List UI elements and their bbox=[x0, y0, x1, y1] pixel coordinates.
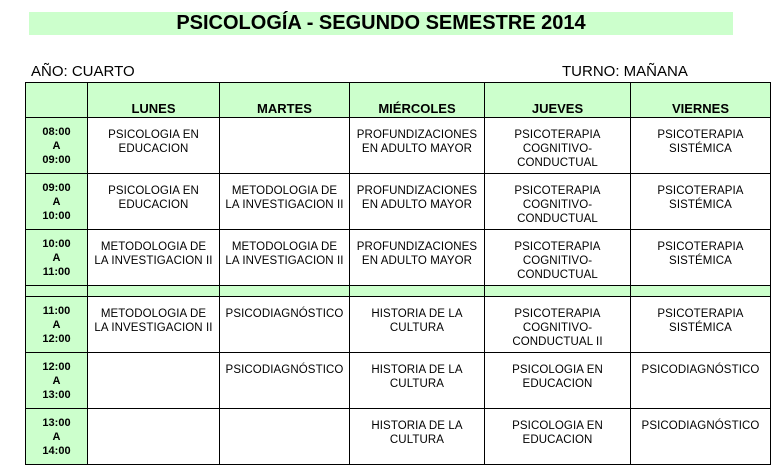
class-cell bbox=[220, 230, 350, 286]
class-line: PSICOTERAPIA bbox=[514, 185, 601, 197]
time-line: 14:00 bbox=[42, 444, 71, 457]
class-line: CULTURA bbox=[389, 434, 445, 446]
class-cell bbox=[220, 409, 350, 465]
class-line: PSICOTERAPIA bbox=[657, 185, 744, 197]
time-line: 11:00 bbox=[42, 304, 71, 317]
class-cell bbox=[350, 230, 485, 286]
time-line: 09:00 bbox=[42, 181, 71, 194]
class-cell bbox=[485, 409, 631, 465]
class-line: EN ADULTO MAYOR bbox=[361, 199, 473, 211]
class-line: COGNITIVO- bbox=[522, 143, 593, 155]
class-line: COGNITIVO- bbox=[522, 322, 593, 334]
class-cell bbox=[631, 297, 771, 353]
class-line: PSICODIAGNÓSTICO bbox=[225, 364, 344, 376]
schedule-row bbox=[26, 409, 771, 465]
day-header: MARTES bbox=[220, 83, 350, 118]
class-cell bbox=[485, 297, 631, 353]
time-slot bbox=[26, 174, 88, 230]
time-slot bbox=[26, 297, 88, 353]
class-cell bbox=[88, 118, 220, 174]
time-line: A bbox=[52, 251, 61, 264]
shift-label: TURNO: MAÑANA bbox=[562, 63, 688, 80]
class-cell bbox=[88, 409, 220, 465]
schedule-row bbox=[26, 174, 771, 230]
class-cell bbox=[88, 353, 220, 409]
time-line: 09:00 bbox=[42, 153, 71, 166]
class-line: PSICOTERAPIA bbox=[657, 129, 744, 141]
class-line: COGNITIVO- bbox=[522, 199, 593, 211]
class-line: CONDUCTUAL bbox=[517, 269, 598, 281]
class-line: METODOLOGIA DE bbox=[231, 185, 338, 197]
class-line: SISTÉMICA bbox=[669, 255, 732, 267]
class-line: PSICODIAGNÓSTICO bbox=[225, 308, 344, 320]
break-cell bbox=[220, 286, 350, 297]
class-line: SISTÉMICA bbox=[669, 322, 732, 334]
schedule-row bbox=[26, 353, 771, 409]
class-cell bbox=[220, 353, 350, 409]
class-line: PSICOTERAPIA bbox=[514, 308, 601, 320]
class-cell bbox=[631, 118, 771, 174]
break-cell bbox=[485, 286, 631, 297]
day-header: VIERNES bbox=[631, 83, 771, 118]
class-line: HISTORIA DE LA bbox=[371, 308, 463, 320]
class-line: METODOLOGIA DE bbox=[100, 308, 207, 320]
class-line: HISTORIA DE LA bbox=[371, 364, 463, 376]
class-line: LA INVESTIGACION II bbox=[225, 199, 344, 211]
class-line: PSICODIAGNÓSTICO bbox=[641, 420, 760, 432]
break-cell bbox=[350, 286, 485, 297]
class-line: EN ADULTO MAYOR bbox=[361, 143, 473, 155]
class-line: LA INVESTIGACION II bbox=[225, 255, 344, 267]
class-line: PROFUNDIZACIONES bbox=[356, 241, 478, 253]
time-slot bbox=[26, 230, 88, 286]
class-cell bbox=[350, 409, 485, 465]
class-line: PROFUNDIZACIONES bbox=[356, 185, 478, 197]
class-cell bbox=[220, 174, 350, 230]
schedule-table bbox=[25, 82, 771, 465]
class-line: COGNITIVO- bbox=[522, 255, 593, 267]
time-slot bbox=[26, 409, 88, 465]
schedule-row bbox=[26, 297, 771, 353]
class-cell bbox=[350, 118, 485, 174]
time-line: A bbox=[52, 430, 61, 443]
class-line: EDUCACION bbox=[118, 199, 189, 211]
class-line: EDUCACION bbox=[118, 143, 189, 155]
class-line: EDUCACION bbox=[522, 378, 593, 390]
class-cell bbox=[485, 230, 631, 286]
time-line: 13:00 bbox=[42, 388, 71, 401]
class-cell bbox=[485, 118, 631, 174]
schedule-row bbox=[26, 118, 771, 174]
class-cell bbox=[485, 353, 631, 409]
class-line: LA INVESTIGACION II bbox=[94, 322, 213, 334]
time-line: 10:00 bbox=[42, 237, 71, 250]
class-cell bbox=[631, 353, 771, 409]
time-line: A bbox=[52, 318, 61, 331]
time-line: A bbox=[52, 139, 61, 152]
class-line: CONDUCTUAL II bbox=[512, 336, 603, 348]
corner-cell bbox=[26, 83, 88, 118]
schedule-body bbox=[26, 118, 771, 465]
break-cell bbox=[88, 286, 220, 297]
class-cell bbox=[350, 297, 485, 353]
schedule-row bbox=[26, 230, 771, 286]
class-line: PSICOLOGIA EN bbox=[108, 129, 199, 141]
class-line: CONDUCTUAL bbox=[517, 157, 598, 169]
time-line: A bbox=[52, 195, 61, 208]
class-cell bbox=[88, 230, 220, 286]
class-cell bbox=[350, 353, 485, 409]
class-line: PSICOTERAPIA bbox=[657, 241, 744, 253]
class-line: CONDUCTUAL bbox=[517, 213, 598, 225]
time-line: 12:00 bbox=[42, 332, 71, 345]
year-label: AÑO: CUARTO bbox=[31, 63, 135, 80]
class-line: CULTURA bbox=[389, 322, 445, 334]
day-header: MIÉRCOLES bbox=[350, 83, 485, 118]
time-line: 12:00 bbox=[42, 360, 71, 373]
class-line: PSICOTERAPIA bbox=[657, 308, 744, 320]
class-line: SISTÉMICA bbox=[669, 199, 732, 211]
day-header: JUEVES bbox=[485, 83, 631, 118]
page-title: PSICOLOGÍA - SEGUNDO SEMESTRE 2014 bbox=[29, 12, 733, 35]
time-slot bbox=[26, 353, 88, 409]
header-row bbox=[26, 83, 771, 118]
class-cell bbox=[88, 297, 220, 353]
class-line: PSICOLOGIA EN bbox=[512, 420, 603, 432]
class-line: METODOLOGIA DE bbox=[100, 241, 207, 253]
class-line: SISTÉMICA bbox=[669, 143, 732, 155]
class-line: PSICOTERAPIA bbox=[514, 129, 601, 141]
class-cell bbox=[485, 174, 631, 230]
class-cell bbox=[631, 409, 771, 465]
class-line: PSICOLOGIA EN bbox=[512, 364, 603, 376]
class-cell bbox=[631, 230, 771, 286]
class-line: METODOLOGIA DE bbox=[231, 241, 338, 253]
break-cell bbox=[631, 286, 771, 297]
class-cell bbox=[350, 174, 485, 230]
class-line: LA INVESTIGACION II bbox=[94, 255, 213, 267]
class-line: PSICOTERAPIA bbox=[514, 241, 601, 253]
class-cell bbox=[631, 174, 771, 230]
time-line: 08:00 bbox=[42, 125, 71, 138]
class-line: PSICODIAGNÓSTICO bbox=[641, 364, 760, 376]
class-line: PSICOLOGIA EN bbox=[108, 185, 199, 197]
class-cell bbox=[220, 297, 350, 353]
class-line: EDUCACION bbox=[522, 434, 593, 446]
class-line: EN ADULTO MAYOR bbox=[361, 255, 473, 267]
time-line: 11:00 bbox=[42, 265, 71, 278]
break-cell bbox=[26, 286, 88, 297]
class-cell bbox=[88, 174, 220, 230]
class-line: HISTORIA DE LA bbox=[371, 420, 463, 432]
class-cell bbox=[220, 118, 350, 174]
break-row bbox=[26, 286, 771, 297]
class-line: PROFUNDIZACIONES bbox=[356, 129, 478, 141]
day-header: LUNES bbox=[88, 83, 220, 118]
time-line: A bbox=[52, 374, 61, 387]
time-line: 13:00 bbox=[42, 416, 71, 429]
class-line: CULTURA bbox=[389, 378, 445, 390]
time-slot bbox=[26, 118, 88, 174]
time-line: 10:00 bbox=[42, 209, 71, 222]
